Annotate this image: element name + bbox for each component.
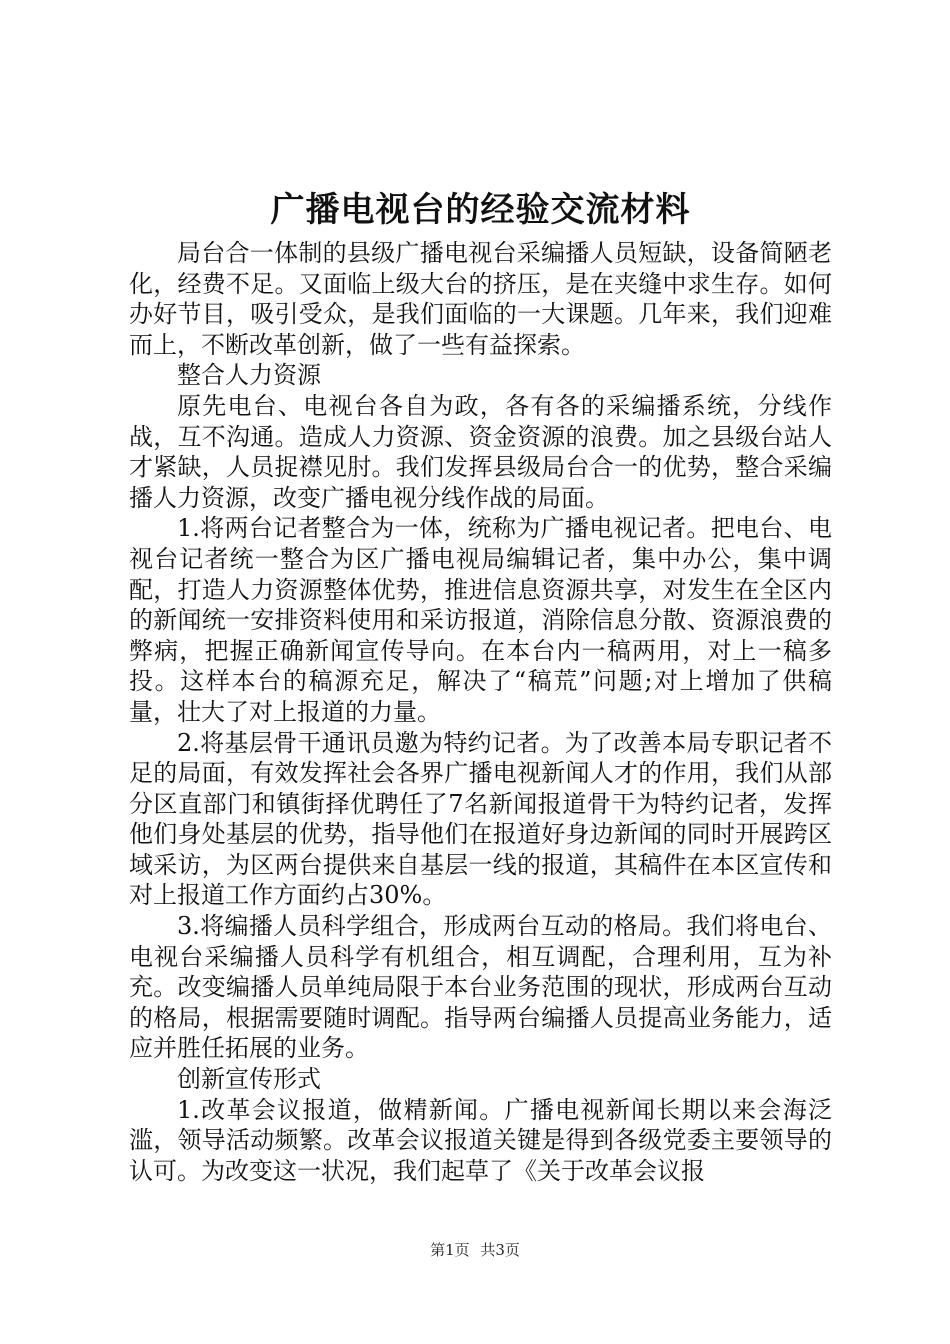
paragraph: 原先电台、电视台各自为政，各有各的采编播系统，分线作战，互不沟通。造成人力资源、资金资源的浪费。加之县级台站人才紧缺，人员捉襟见肘。我们发挥县级局台合一的优势，整合采编播人力资源，改变广播电视分线作战的局面。 [129,391,832,512]
document-title: 广播电视台的经验交流材料 [270,190,691,230]
page-number: 第1页 [430,1241,470,1259]
paragraph: 1.将两台记者整合为一体，统称为广播电视记者。把电台、电视台记者统一整合为区广播电视局编辑记者，集中办公，集中调配，打造人力资源整体优势，推进信息资源共享，对发生在全区内的新闻统一安排资料使用和采访报道，消除信息分散、资源浪费的弊病，把握正确新闻宣传导向。在本台内一稿两用，对上一稿多投。这样本台的稿源充足，解决了“稿荒”问题;对上增加了供稿量，壮大了对上报道的力量。 [129,514,832,726]
paragraph: 1.改革会议报道，做精新闻。广播电视新闻长期以来会海泛滥，领导活动频繁。改革会议报道关键是得到各级党委主要领导的认可。为改变这一状况，我们起草了《关于改革会议报 [129,1095,832,1185]
page-total: 共3页 [480,1241,520,1259]
paragraph: 3.将编播人员科学组合，形成两台互动的格局。我们将电台、电视台采编播人员科学有机组合，相互调配，合理利用，互为补充。改变编播人员单纯局限于本台业务范围的现状，形成两台互动的格局，根据需要随时调配。指导两台编播人员提高业务能力，适应并胜任拓展的业务。 [129,912,832,1063]
page-footer [0,1240,950,1260]
paragraph: 2.将基层骨干通讯员邀为特约记者。为了改善本局专职记者不足的局面，有效发挥社会各界广播电视新闻人才的作用，我们从部分区直部门和镇街择优聘任了7名新闻报道骨干为特约记者，发挥他们身处基层的优势，指导他们在报道好身边新闻的同时开展跨区域采访，为区两台提供来自基层一线的报道，其稿件在本区宣传和对上报道工作方面约占30%。 [129,728,832,910]
section-heading: 整合人力资源 [177,361,321,390]
section-heading: 创新宣传形式 [177,1065,321,1094]
document-page [129,0,832,1344]
document-body [129,238,832,1186]
paragraph: 局台合一体制的县级广播电视台采编播人员短缺，设备简陋老化，经费不足。又面临上级大台的挤压，是在夹缝中求生存。如何办好节目，吸引受众，是我们面临的一大课题。几年来，我们迎难而上，不断改革创新，做了一些有益探索。 [129,239,832,359]
